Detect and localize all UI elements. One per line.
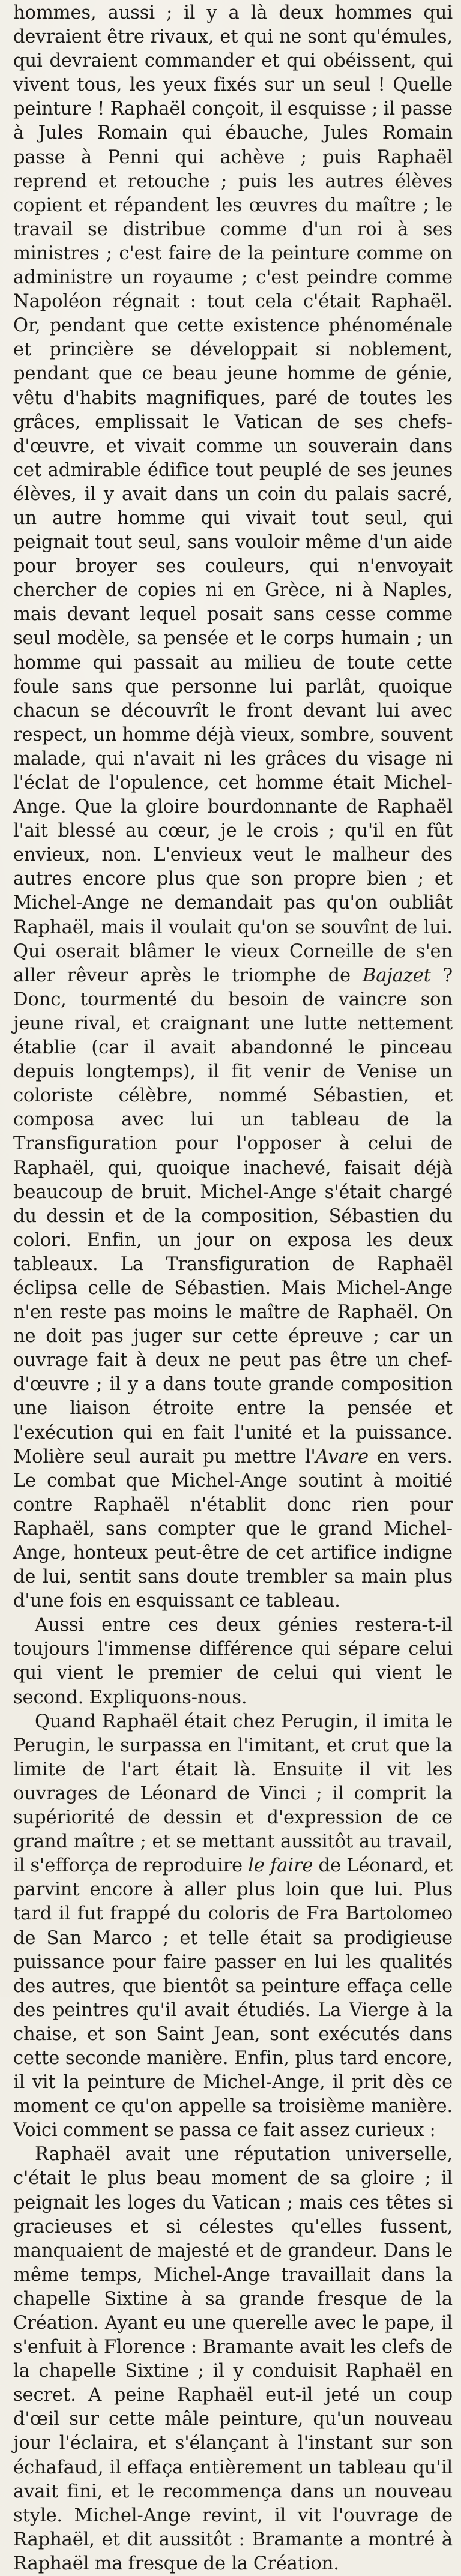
- article-body: [13, 1, 453, 2576]
- text-run: en vers. Le combat que Michel-Ange soutint à moitié contre Raphaël n'établit donc rien pour Raphaël, sans compter que le grand Michel-Ange, honteux peut-être de cet artifice indigne de lui, sentit sans doute trembler sa main plus d'une fois en esquissant ce tableau.: [13, 1446, 453, 1612]
- text-run: de Léonard, et parvint encore à aller plus loin que lui. Plus tard il fut frappé du coloris de Fra Bartolomeo de San Marco ; et telle était sa prodigieuse puissance pour faire passer en lui les qualités des autres, que bientôt sa peinture effaça celle des peintres qu'il avait étudiés. La Vierge à la chaise, et son Saint Jean, sont exécutés dans cette seconde manière. Enfin, plus tard encore, il vit la peinture de Michel-Ange, il prit dès ce moment ce qu'on appelle sa troisième manière. Voici comment se passa ce fait assez curieux :: [13, 1855, 453, 2141]
- text-run: ? Donc, tourmenté du besoin de vaincre son jeune rival, et craignant une lutte nettement établie (car il avait abandonné le pinceau depuis longtemps), il fit venir de Venise un coloriste célèbre, nommé Sébastien, et composa avec lui un tableau de la Transfiguration pour l'opposer à celui de Raphaël, qui, quoique inachevé, faisait déjà beaucoup de bruit. Michel-Ange s'était chargé du dessin et de la composition, Sébastien du colori. Enfin, un jour on exposa les deux tableaux. La Transfiguration de Raphaël éclipsa celle de Sébastien. Mais Michel-Ange n'en reste pas moins le maître de Raphaël. On ne doit pas juger sur cette épreuve ; car un ouvrage fait à deux ne peut pas être un chef-d'œuvre ; il y a dans toute grande composition une liaison étroite entre la pensée et l'exécution qui en fait l'unité et la puissance. Molière seul aurait pu mettre l': [13, 964, 453, 1467]
- text-run: Raphaël avait une réputation universelle, c'était le plus beau moment de sa gloire ; il peignait les loges du Vatican ; mais ces têtes si gracieuses et si célestes qu'elles fussent, manquaient de majesté et de grandeur. Dans le même temps, Michel-Ange travaillait dans la chapelle Sixtine à sa grande fresque de la Création. Ayant eu une querelle avec le pape, il s'enfuit à Florence : Bramante avait les clefs de la chapelle Sixtine ; il y conduisit Raphaël en secret. A peine Raphaël eut-il jeté un coup d'œil sur cette mâle peinture, qu'un nouveau jour l'éclaira, et s'élançant à l'instant sur son échafaud, il effaça entièrement un tableau qu'il avait fini, et le recommença dans un nouveau style. Michel-Ange revint, il vit l'ouvrage de Raphaël, et dit aussitôt : Bramante a montré à Raphaël ma fresque de la Création.: [13, 2144, 453, 2574]
- italic-title: Avare: [315, 1446, 369, 1467]
- text-run: Quand Raphaël était chez Perugin, il imita le Perugin, le surpassa en l'imitant, et crut que la limite de l'art était là. Ensuite il vit les ouvrages de Léonard de Vinci ; il comprit la supériorité de dessin et d'expression de ce grand maître ; et se mettant aussitôt au travail, il s'efforça de reproduire: [13, 1711, 453, 1877]
- text-run: hommes, aussi ; il y a là deux hommes qui devraient être rivaux, et qui ne sont qu'émules, qui devraient commander et qui obéissent, qui vivent tous, les yeux fixés sur un seul ! Quelle peinture ! Raphaël conçoit, il esquisse ; il passe à Jules Romain qui ébauche, Jules Romain passe à Penni qui achève ; puis Raphaël reprend et retouche ; puis les autres élèves copient et répandent les œuvres du maître ; le travail se distribue comme d'un roi à ses ministres ; c'est faire de la peinture comme on administre un royaume ; c'est peindre comme Napoléon régnait : tout cela c'était Raphaël. Or, pendant que cette existence phénoménale et princière se développait si noblement, pendant que ce beau jeune homme de génie, vêtu d'habits magnifiques, paré de toutes les grâces, emplissait le Vatican de ses chefs-d'œuvre, et vivait comme un souverain dans cet admirable édifice tout peuplé de ses jeunes élèves, il y avait dans un coin du palais sacré, un autre homme qui vivait tout seul, qui peignait tout seul, sans vouloir même d'un aide pour broyer ses couleurs, qui n'envoyait chercher de copies ni en Grèce, ni à Naples, mais devant lequel posait sans cesse comme seul modèle, sa pensée et le corps humain ; un homme qui passait au milieu de toute cette foule sans que personne lui parlât, quoique chacun se découvrît le front devant lui avec respect, un homme déjà vieux, sombre, souvent malade, qui n'avait ni les grâces du visage ni l'éclat de l'opulence, cet homme était Michel-Ange. Que la gloire bourdonnante de Raphaël l'ait blessé au cœur, je le crois ; qu'il en fût envieux, non. L'envieux veut le malheur des autres encore plus que son propre bien ; et Michel-Ange ne demandait pas qu'on oubliât Raphaël, mais il voulait qu'on se souvînt de lui. Qui oserait blâmer le vieux Corneille de s'en aller rêveur après le triomphe de: [13, 2, 453, 986]
- paragraph: [13, 1710, 453, 2143]
- paragraph: [13, 1613, 453, 1709]
- paragraph: [13, 1, 453, 1613]
- italic-title: Bajazet: [362, 964, 431, 986]
- italic-title: le faire: [248, 1855, 313, 1877]
- paragraph: [13, 2143, 453, 2576]
- text-run: Aussi entre ces deux génies restera-t-il toujours l'immense différence qui sépare celui qui vient le premier de celui qui vient le second. Expliquons-nous.: [13, 1615, 453, 1708]
